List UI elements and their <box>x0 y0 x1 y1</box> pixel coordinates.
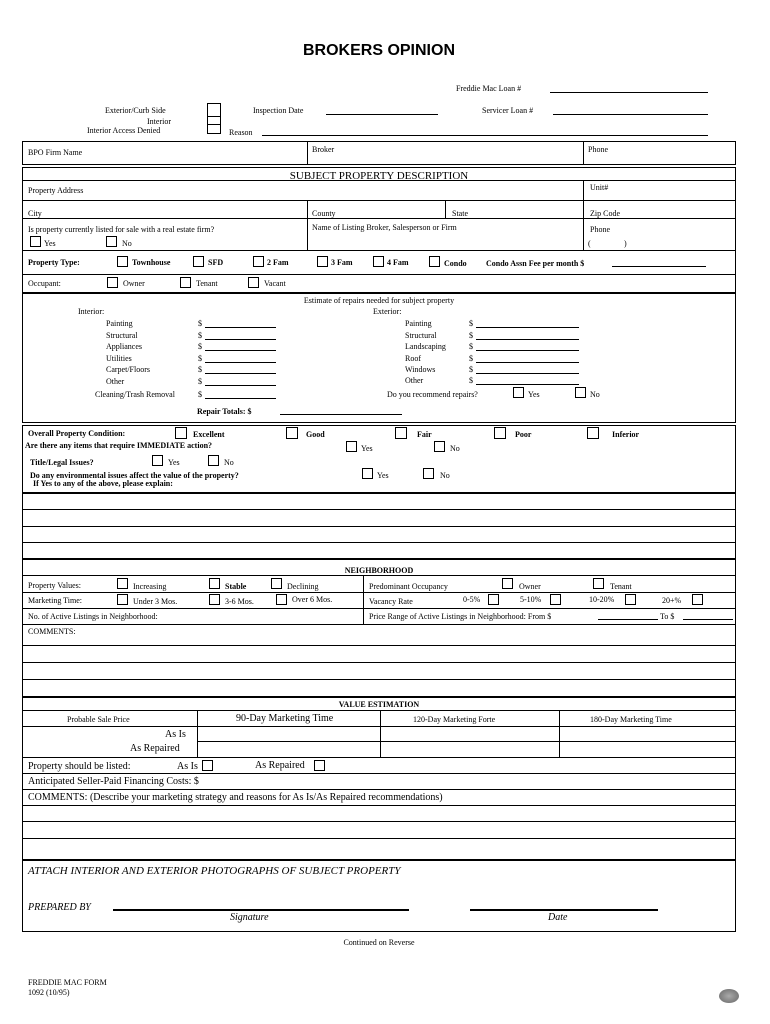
int-structural-label: Structural <box>106 331 138 340</box>
recommend-repairs-question: Do you recommend repairs? <box>387 390 478 399</box>
int-carpet-floors-dollar: $ <box>198 365 202 374</box>
interior-access-denied-label: Interior Access Denied <box>87 126 161 135</box>
environmental-no-checkbox[interactable] <box>423 468 434 479</box>
ext-other-dollar: $ <box>469 376 473 385</box>
exterior-curb-side-label: Exterior/Curb Side <box>105 106 166 115</box>
cleaning-label: Cleaning/Trash Removal <box>95 390 175 399</box>
ext-other-field[interactable] <box>476 384 579 385</box>
increasing-label: Increasing <box>133 582 167 591</box>
vacancy-10-20-label: 10-20% <box>589 595 615 604</box>
occupant-owner-checkbox[interactable] <box>107 277 118 288</box>
sfd-label: SFD <box>208 258 224 267</box>
int-painting-label: Painting <box>106 319 133 328</box>
occupant-vacant-checkbox[interactable] <box>248 277 259 288</box>
declining-checkbox[interactable] <box>271 578 282 589</box>
listed-no-checkbox[interactable] <box>106 236 117 247</box>
cleaning-dollar: $ <box>198 390 202 399</box>
as-is-label: As Is <box>165 729 186 740</box>
listed-as-is-checkbox[interactable] <box>202 760 213 771</box>
marketing-time-label: Marketing Time: <box>28 596 83 605</box>
freddie-mac-loan-field[interactable] <box>550 92 708 93</box>
ext-other-label: Other <box>405 376 424 385</box>
int-painting-dollar: $ <box>198 319 202 328</box>
int-carpet-floors-field[interactable] <box>205 373 276 374</box>
int-utilities-field[interactable] <box>205 362 276 363</box>
fair-label: Fair <box>417 430 432 439</box>
state-label: State <box>452 209 468 218</box>
probable-sale-price-label: Probable Sale Price <box>67 715 130 724</box>
occupant-tenant-checkbox[interactable] <box>180 277 191 288</box>
ext-structural-field[interactable] <box>476 339 579 340</box>
zip-code-label: Zip Code <box>590 209 620 218</box>
repair-totals-field[interactable] <box>280 414 402 415</box>
ext-windows-dollar: $ <box>469 365 473 374</box>
declining-label: Declining <box>287 582 319 591</box>
explain-label: If Yes to any of the above, please explain: <box>33 479 173 488</box>
inferior-label: Inferior <box>612 430 640 439</box>
ext-landscaping-field[interactable] <box>476 350 579 351</box>
repairs-heading: Estimate of repairs needed for subject property <box>303 296 455 305</box>
2-fam-checkbox[interactable] <box>253 256 264 267</box>
interior-label: Interior <box>147 117 171 126</box>
property-address-label: Property Address <box>28 186 84 195</box>
unit-label: Unit# <box>590 183 609 192</box>
immediate-action-question: Are there any items that require IMMEDIATE action? <box>25 441 213 450</box>
over-6-mos-checkbox[interactable] <box>276 594 287 605</box>
property-type-label: Property Type: <box>28 258 80 267</box>
3-6-mos-checkbox[interactable] <box>209 594 220 605</box>
price-to-label: To $ <box>660 612 675 621</box>
broker-phone-label: Phone <box>588 145 608 154</box>
environmental-yes-label: Yes <box>377 471 389 480</box>
servicer-loan-label: Servicer Loan # <box>482 106 534 115</box>
currently-listed-question: Is property currently listed for sale with a real estate firm? <box>28 225 215 234</box>
title-legal-no-label: No <box>224 458 234 467</box>
immediate-yes-label: Yes <box>361 444 373 453</box>
signature-field[interactable] <box>113 909 409 911</box>
int-other-label: Other <box>106 377 125 386</box>
ext-structural-label: Structural <box>405 331 437 340</box>
townhouse-checkbox[interactable] <box>117 256 128 267</box>
ext-structural-dollar: $ <box>469 331 473 340</box>
signature-label: Signature <box>230 912 269 923</box>
ext-roof-label: Roof <box>405 354 421 363</box>
occupant-label: Occupant: <box>28 279 61 288</box>
good-checkbox[interactable] <box>286 427 298 439</box>
int-utilities-dollar: $ <box>198 354 202 363</box>
inspection-date-label: Inspection Date <box>253 106 304 115</box>
int-carpet-floors-label: Carpet/Floors <box>106 365 150 374</box>
city-label: City <box>28 209 42 218</box>
reason-field[interactable] <box>262 135 708 136</box>
increasing-checkbox[interactable] <box>117 578 128 589</box>
3-fam-checkbox[interactable] <box>317 256 328 267</box>
price-from-field[interactable] <box>598 619 658 620</box>
ext-painting-dollar: $ <box>469 319 473 328</box>
stable-label: Stable <box>225 582 247 591</box>
over-6-mos-label: Over 6 Mos. <box>292 595 333 604</box>
inspection-date-field[interactable] <box>326 114 438 115</box>
repairs-exterior-label: Exterior: <box>373 307 402 316</box>
occupant-owner-label: Owner <box>123 279 145 288</box>
int-other-field[interactable] <box>205 385 276 386</box>
repairs-interior-label: Interior: <box>78 307 105 316</box>
date-label: Date <box>548 912 568 923</box>
predominant-owner-checkbox[interactable] <box>502 578 513 589</box>
poor-label: Poor <box>515 430 532 439</box>
immediate-yes-checkbox[interactable] <box>346 441 357 452</box>
int-appliances-dollar: $ <box>198 342 202 351</box>
title-legal-no-checkbox[interactable] <box>208 455 219 466</box>
title-legal-yes-checkbox[interactable] <box>152 455 163 466</box>
ext-painting-field[interactable] <box>476 327 579 328</box>
price-range-label: Price Range of Active Listings in Neighborhood: From $ <box>369 612 552 621</box>
vacancy-0-5-label: 0-5% <box>463 595 481 604</box>
listed-as-repaired-label: As Repaired <box>255 760 305 771</box>
listed-as-repaired-checkbox[interactable] <box>314 760 325 771</box>
recommend-yes-checkbox[interactable] <box>513 387 524 398</box>
as-repaired-label: As Repaired <box>130 743 180 754</box>
recommend-no-checkbox[interactable] <box>575 387 586 398</box>
form-number: 1092 (10/95) <box>28 988 70 997</box>
condo-fee-label: Condo Assn Fee per month $ <box>486 259 585 268</box>
neighborhood-comments-label: COMMENTS: <box>28 627 76 636</box>
vacancy-5-10-label: 5-10% <box>520 595 542 604</box>
marketing-comments-label: COMMENTS: (Describe your marketing strategy and reasons for As Is/As Repaired recommendations) <box>28 792 443 803</box>
occupant-vacant-label: Vacant <box>264 279 286 288</box>
predominant-owner-label: Owner <box>519 582 541 591</box>
continued-on-reverse: Continued on Reverse <box>343 938 415 947</box>
3-6-mos-label: 3-6 Mos. <box>225 597 254 606</box>
sfd-checkbox[interactable] <box>193 256 204 267</box>
townhouse-label: Townhouse <box>132 258 171 267</box>
excellent-checkbox[interactable] <box>175 427 187 439</box>
listing-phone-label: Phone <box>590 225 610 234</box>
price-to-field[interactable] <box>683 619 733 620</box>
recommend-no-label: No <box>590 390 600 399</box>
freddie-mac-loan-label: Freddie Mac Loan # <box>456 84 522 93</box>
financing-costs-label: Anticipated Seller-Paid Financing Costs: $ <box>28 776 199 787</box>
immediate-no-label: No <box>450 444 460 453</box>
int-structural-field[interactable] <box>205 339 276 340</box>
180-day-label: 180-Day Marketing Time <box>590 715 672 724</box>
predominant-tenant-label: Tenant <box>610 582 632 591</box>
subject-property-heading: SUBJECT PROPERTY DESCRIPTION <box>289 170 469 182</box>
broker-label: Broker <box>312 145 335 154</box>
stable-checkbox[interactable] <box>209 578 220 589</box>
vacancy-5-10-checkbox[interactable] <box>550 594 561 605</box>
listing-broker-label: Name of Listing Broker, Salesperson or Firm <box>312 223 457 232</box>
4-fam-checkbox[interactable] <box>373 256 384 267</box>
immediate-no-checkbox[interactable] <box>434 441 445 452</box>
form-title: BROKERS OPINION <box>302 42 455 59</box>
exterior-curb-side-checkbox[interactable] <box>207 103 221 117</box>
inferior-checkbox[interactable] <box>587 427 599 439</box>
ext-painting-label: Painting <box>405 319 432 328</box>
90-day-label: 90-Day Marketing Time <box>236 713 334 724</box>
environmental-no-label: No <box>440 471 450 480</box>
title-legal-yes-label: Yes <box>168 458 180 467</box>
ext-windows-field[interactable] <box>476 373 579 374</box>
poor-checkbox[interactable] <box>494 427 506 439</box>
date-field[interactable] <box>470 909 658 911</box>
2-fam-label: 2 Fam <box>267 258 289 267</box>
attach-photos-notice: ATTACH INTERIOR AND EXTERIOR PHOTOGRAPHS OF SUBJECT PROPERTY <box>28 865 401 877</box>
int-painting-field[interactable] <box>205 327 276 328</box>
environmental-question: Do any environmental issues affect the value of the property? <box>30 471 239 480</box>
overall-condition-label: Overall Property Condition: <box>28 429 126 438</box>
ext-landscaping-dollar: $ <box>469 342 473 351</box>
vacancy-10-20-checkbox[interactable] <box>625 594 636 605</box>
ext-landscaping-label: Landscaping <box>405 342 446 351</box>
broker-row <box>22 141 736 165</box>
servicer-loan-field[interactable] <box>553 114 708 115</box>
vacancy-20-plus-label: 20+% <box>662 596 682 605</box>
3-fam-label: 3 Fam <box>331 258 353 267</box>
ext-windows-label: Windows <box>405 365 436 374</box>
phone-paren-close: ) <box>624 239 627 248</box>
int-utilities-label: Utilities <box>106 354 132 363</box>
prepared-by-label: PREPARED BY <box>28 902 91 913</box>
title-legal-question: Title/Legal Issues? <box>30 458 94 467</box>
county-label: County <box>312 209 336 218</box>
property-values-label: Property Values: <box>28 581 81 590</box>
neighborhood-section <box>22 559 736 697</box>
excellent-label: Excellent <box>193 430 225 439</box>
ext-roof-dollar: $ <box>469 354 473 363</box>
120-day-label: 120-Day Marketing Forte <box>413 715 496 724</box>
condo-checkbox[interactable] <box>429 256 440 267</box>
listed-yes-checkbox[interactable] <box>30 236 41 247</box>
vacancy-rate-label: Vacancy Rate <box>369 597 413 606</box>
predominant-occupancy-label: Predominant Occupancy <box>369 582 448 591</box>
neighborhood-heading: NEIGHBORHOOD <box>344 566 414 575</box>
cleaning-field[interactable] <box>205 398 276 399</box>
should-be-listed-label: Property should be listed: <box>28 761 131 772</box>
int-appliances-label: Appliances <box>106 342 142 351</box>
interior-access-denied-checkbox[interactable] <box>207 124 221 134</box>
listed-no-label: No <box>122 239 132 248</box>
good-label: Good <box>306 430 325 439</box>
listed-yes-label: Yes <box>44 239 56 248</box>
page-stamp-icon <box>719 989 739 1003</box>
listed-as-is-label: As Is <box>177 761 198 772</box>
phone-paren-open: ( <box>588 239 591 248</box>
form-name: FREDDIE MAC FORM <box>28 978 107 987</box>
under-3-mos-checkbox[interactable] <box>117 594 128 605</box>
value-estimation-heading: VALUE ESTIMATION <box>338 700 420 709</box>
condo-label: Condo <box>444 259 467 268</box>
fair-checkbox[interactable] <box>395 427 407 439</box>
environmental-yes-checkbox[interactable] <box>362 468 373 479</box>
recommend-yes-label: Yes <box>528 390 540 399</box>
reason-label: Reason <box>229 128 253 137</box>
predominant-tenant-checkbox[interactable] <box>593 578 604 589</box>
int-structural-dollar: $ <box>198 331 202 340</box>
ext-roof-field[interactable] <box>476 362 579 363</box>
vacancy-0-5-checkbox[interactable] <box>488 594 499 605</box>
condo-fee-field[interactable] <box>612 266 706 267</box>
under-3-mos-label: Under 3 Mos. <box>133 597 178 606</box>
bpo-firm-name-label: BPO Firm Name <box>28 148 83 157</box>
4-fam-label: 4 Fam <box>387 258 409 267</box>
repair-totals-label: Repair Totals: $ <box>197 407 252 416</box>
int-appliances-field[interactable] <box>205 350 276 351</box>
int-other-dollar: $ <box>198 377 202 386</box>
occupant-tenant-label: Tenant <box>196 279 218 288</box>
active-listings-label: No. of Active Listings in Neighborhood: <box>28 612 158 621</box>
vacancy-20-plus-checkbox[interactable] <box>692 594 703 605</box>
